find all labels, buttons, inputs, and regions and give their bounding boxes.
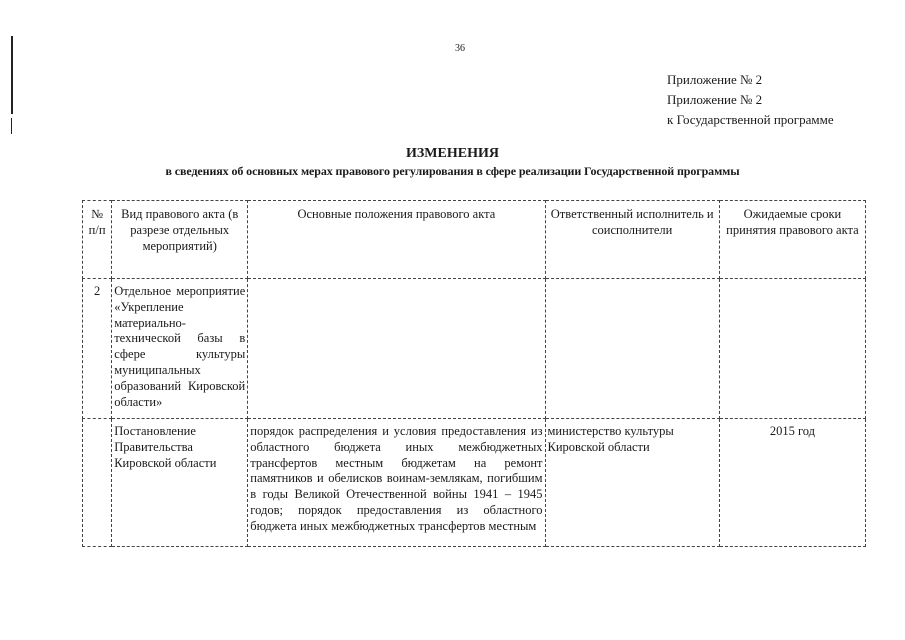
cell-number: 2	[83, 279, 112, 419]
header-executor: Ответственный исполнитель и соисполнители	[545, 201, 719, 279]
table-row	[83, 419, 866, 547]
cell-executor: министерство культуры Кировской области	[545, 419, 719, 547]
appendix-block	[667, 70, 834, 130]
header-number: № п/п	[83, 201, 112, 279]
header-act-type: Вид правового акта (в разрезе отдельных мероприятий)	[112, 201, 248, 279]
header-deadline: Ожидаемые сроки принятия правового акта	[719, 201, 865, 279]
cell-provisions: порядок распределения и условия предоставления из областного бюджета иных межбюджетных трансфертов местным бюджетам на ремонт памятников и обелисков воинам-землякам, погибшим в годы Великой Отечественной войны 1941 – 1945 годов; порядок предоставления из областного бюджета иных межбюджетных трансфертов местным	[248, 419, 545, 547]
header-provisions: Основные положения правового акта	[248, 201, 545, 279]
document-subtitle: в сведениях об основных мерах правового регулирования в сфере реализации Государственной программы	[165, 164, 740, 178]
measures-table	[82, 200, 866, 547]
scan-margin-line	[11, 118, 12, 134]
cell-act-type: Постановление Правительства Кировской области	[112, 419, 248, 547]
page-number: 36	[455, 43, 465, 54]
appendix-line: Приложение № 2	[667, 72, 763, 87]
appendix-line: к Государственной программе	[667, 112, 834, 127]
appendix-line: Приложение № 2	[667, 92, 763, 107]
scan-margin-line	[11, 36, 13, 114]
cell-number	[83, 419, 112, 547]
cell-provisions	[248, 279, 545, 419]
document-title: ИЗМЕНЕНИЯ	[406, 146, 499, 161]
cell-executor	[545, 279, 719, 419]
table-row	[83, 279, 866, 419]
table-header-row	[83, 201, 866, 279]
cell-deadline: 2015 год	[719, 419, 865, 547]
cell-deadline	[719, 279, 865, 419]
cell-act-type: Отдельное мероприятие «Укрепление материально-технической базы в сфере культуры муниципальных образований Кировской области»	[112, 279, 248, 419]
